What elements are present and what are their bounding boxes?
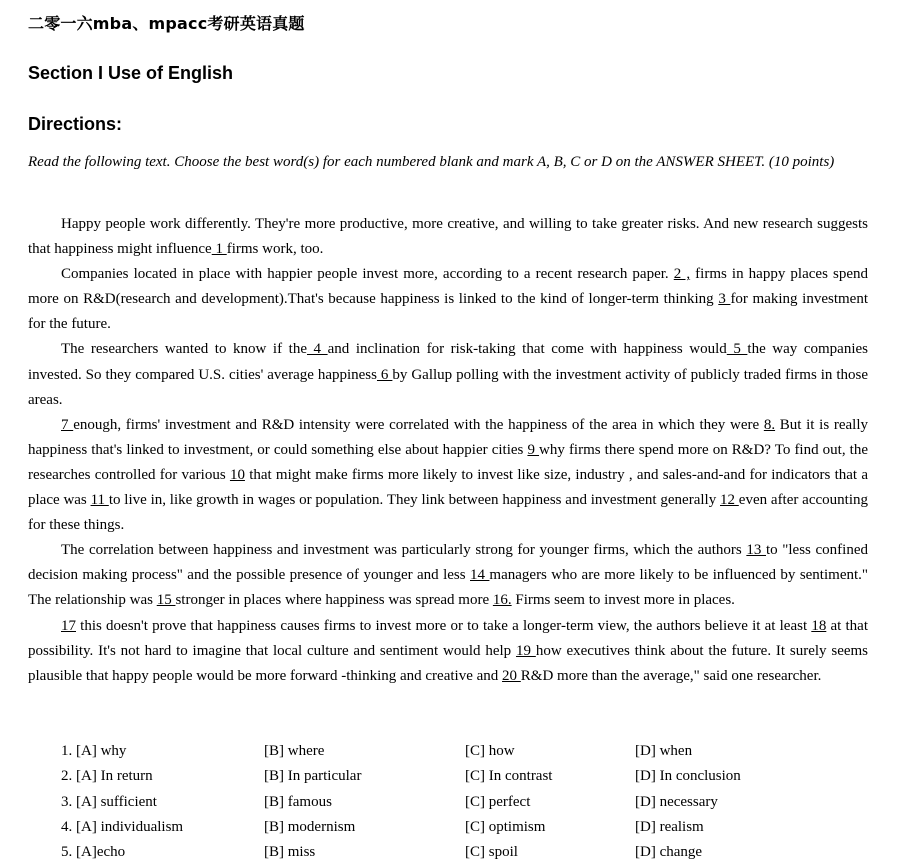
blank-number: 2 , <box>673 266 691 283</box>
reading-passage <box>28 212 868 689</box>
passage-text: R&D more than the average," said one researcher. <box>520 667 822 684</box>
passage-paragraph <box>28 262 868 337</box>
passage-text: stronger in places where happiness was spread more <box>175 592 493 609</box>
option-c: [C] optimism <box>465 818 546 835</box>
blank-number: 14 <box>470 567 490 584</box>
passage-text: even after accounting for these things. <box>28 492 868 534</box>
passage-text: why firms there spend more on R&D? To find out, the researches controlled for various <box>28 441 868 483</box>
blank-number: 12 <box>720 492 739 509</box>
option-d: [D] In conclusion <box>635 768 741 785</box>
option-b: [B] In particular <box>264 768 362 785</box>
option-c: [C] perfect <box>465 793 531 810</box>
document-title: 二零一六mba、mpacc考研英语真题 <box>28 14 305 33</box>
option-d: [D] change <box>635 844 703 861</box>
passage-text: this doesn't prove that happiness causes firms to invest more or to take a longer-term view, the authors believe it at least <box>76 617 812 634</box>
blank-number: 11 <box>90 492 109 509</box>
blank-number: 17 <box>61 617 76 634</box>
directions-text: Read the following text. Choose the best word(s) for each numbered blank and mark A, B, C or D on the ANSWER SHEET. (10 points) <box>28 154 835 170</box>
passage-text: to "less confined decision making process" and the possible presence of younger and less <box>28 542 868 584</box>
blank-number: 1 <box>211 241 227 258</box>
passage-paragraph <box>28 212 868 262</box>
passage-paragraph <box>28 538 868 613</box>
blank-number: 15 <box>156 592 176 609</box>
passage-paragraph <box>28 413 868 538</box>
blank-number: 10 <box>229 466 245 483</box>
blank-number: 16. <box>492 592 512 609</box>
option-c: [C] spoil <box>465 844 518 861</box>
passage-text: for making investment for the future. <box>28 291 868 333</box>
passage-paragraph <box>28 614 868 689</box>
blank-number: 8. <box>763 416 776 433</box>
passage-text: to live in, like growth in wages or population. They link between happiness and investment generally <box>108 492 720 509</box>
option-a: 1. [A] why <box>61 743 127 759</box>
blank-number: 7 <box>61 416 74 433</box>
passage-text: The researchers wanted to know if the <box>61 341 307 358</box>
directions-heading: Directions: <box>28 114 123 134</box>
passage-text: Firms seem to invest more in places. <box>511 592 735 609</box>
passage-text: firms in happy places spend more on R&D(research and development).That's because happiness is linked to the kind of longer-term thinking <box>28 266 868 308</box>
passage-text: Happy people work differently. They're more productive, more creative, and willing to take greater risks. And new research suggests that happiness might influence <box>28 216 868 258</box>
passage-text: But it is really happiness that's linked to investment, or could something else about happier cities <box>28 416 868 458</box>
option-a: 3. [A] sufficient <box>61 793 157 810</box>
option-c: [C] In contrast <box>465 768 553 785</box>
option-b: [B] famous <box>264 793 332 810</box>
blank-number: 19 <box>516 642 536 659</box>
blank-number: 13 <box>746 542 766 559</box>
blank-number: 5 <box>726 341 748 358</box>
blank-number: 4 <box>306 341 328 358</box>
passage-text: Companies located in place with happier people invest more, according to a recent research paper. <box>61 266 674 283</box>
blank-number: 6 <box>376 366 393 383</box>
option-d: [D] when <box>635 743 693 759</box>
option-b: [B] modernism <box>264 818 356 835</box>
option-c: [C] how <box>465 743 515 759</box>
option-d: [D] necessary <box>635 793 718 810</box>
passage-text: that might make firms more likely to invest like size, industry , and sales-and-and for indicators that a place was <box>28 466 868 509</box>
passage-text: and inclination for risk-taking that come with happiness would <box>327 341 727 358</box>
blank-number: 20 <box>502 667 521 684</box>
option-d: [D] realism <box>635 818 704 835</box>
blank-number: 3 <box>718 291 731 308</box>
option-a: 2. [A] In return <box>61 768 153 785</box>
passage-paragraph <box>28 337 868 412</box>
passage-text: how executives think about the future. It surely seems plausible that happy people would be more forward -thinking and creative and <box>28 642 869 684</box>
option-a: 5. [A]echo <box>61 844 126 861</box>
passage-text: at that possibility. It's not hard to imagine that local culture and sentiment would help <box>28 617 868 659</box>
blank-number: 9 <box>527 441 540 458</box>
option-b: [B] miss <box>264 844 316 861</box>
section-heading: Section I Use of English <box>28 63 234 83</box>
passage-text: managers who are more likely to be influenced by sentiment." The relationship was <box>28 567 869 609</box>
passage-text: enough, firms' investment and R&D intensity were correlated with the happiness of the area in which they were <box>73 416 764 433</box>
passage-text: The correlation between happiness and investment was particularly strong for younger firms, which the authors <box>61 542 747 559</box>
option-b: [B] where <box>264 743 325 759</box>
option-a: 4. [A] individualism <box>61 818 184 835</box>
passage-text: firms work, too. <box>226 241 324 258</box>
blank-number: 18 <box>811 617 827 634</box>
passage-text: the way companies invested. So they compared U.S. cities' average happiness <box>28 341 869 383</box>
passage-text: by Gallup polling with the investment activity of publicly traded firms in those areas. <box>28 366 869 408</box>
